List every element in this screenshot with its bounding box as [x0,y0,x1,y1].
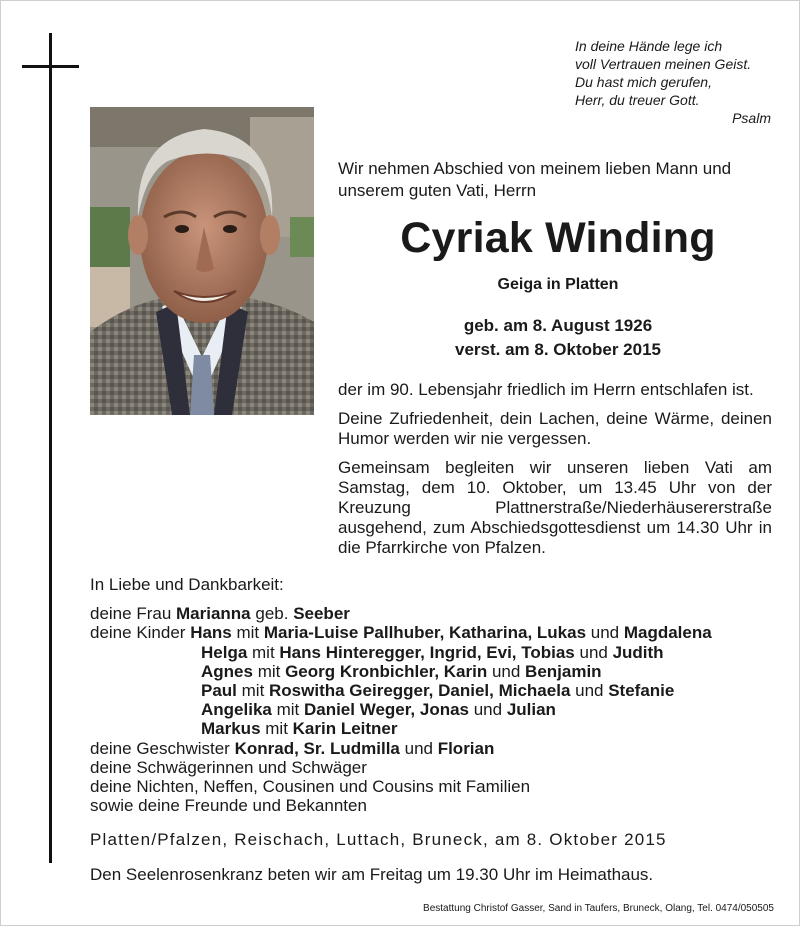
child-family: Magdalena [623,623,712,643]
connector: mit [231,623,264,643]
wife-connector: geb. [250,604,294,624]
connector: und [469,700,507,720]
psalm-quote [575,37,771,127]
death-date: verst. am 8. Oktober 2015 [454,340,661,359]
connector: mit [236,681,270,701]
child-name: Angelika [201,700,272,720]
deceased-place: Geiga in Platten [497,276,619,293]
siblings-names: Konrad, Sr. Ludmilla [234,738,400,758]
connector: mit [252,661,286,681]
connector: und [399,738,438,758]
psalm-line: In deine Hände lege ich [575,38,723,54]
family-wife [90,604,780,623]
child-family: Julian [506,700,556,720]
connector: mit [260,719,293,739]
child-name: Hans [190,623,232,643]
family-child [90,700,780,719]
family-relatives: deine Nichten, Neffen, Cousinen und Cousins mit Familien [90,777,531,797]
psalm-line: Herr, du treuer Gott. [575,92,700,108]
portrait-photo [90,107,314,415]
child-family: Maria-Luise Pallhuber, Katharina, Lukas [263,623,587,643]
cross-vertical-bar [49,33,52,863]
connector: und [574,642,613,662]
place-and-date: Platten/Pfalzen, Reischach, Luttach, Bruneck, am 8. Oktober 2015 [90,830,667,849]
child-name: Markus [201,719,261,739]
family-heading: In Liebe und Dankbarkeit: [90,575,284,594]
psalm-line: voll Vertrauen meinen Geist. [575,56,752,72]
family-child [90,662,780,681]
birth-date: geb. am 8. August 1926 [463,316,653,335]
child-family: Karin Leitner [292,719,398,739]
child-family: Hans Hinteregger, Ingrid, Evi, Tobias [279,642,575,662]
child-name: Agnes [201,661,253,681]
wife-label: deine Frau [90,604,176,624]
family-friends: sowie deine Freunde und Bekannten [90,796,367,816]
family-child [90,643,780,662]
connector: mit [271,700,304,720]
life-dates [338,314,778,362]
siblings-last: Florian [437,738,495,758]
rosary-announcement: Den Seelenrosenkranz beten wir am Freitag um 19.30 Uhr im Heimathaus. [90,865,654,884]
child-family: Judith [612,642,664,662]
child-family: Stefanie [608,681,675,701]
psalm-line: Du hast mich gerufen, [575,74,712,90]
child-family: Daniel Weger, Jonas [303,700,469,720]
deceased-name: Cyriak Winding [400,214,716,262]
wife-name: Marianna [176,604,251,624]
child-name: Helga [201,642,248,662]
body-paragraph: der im 90. Lebensjahr friedlich im Herrn entschlafen ist. [338,380,754,399]
siblings-label: deine Geschwister [90,738,235,758]
child-name: Paul [201,681,237,701]
family-inlaws: deine Schwägerinnen und Schwäger [90,757,367,777]
child-family: Georg Kronbichler, Karin [285,661,488,681]
child-family: Benjamin [525,661,602,681]
family-child [90,681,780,700]
child-family: Roswitha Geiregger, Daniel, Michaela [269,681,571,701]
family-child [90,719,780,738]
children-label: deine Kinder [90,623,191,643]
family-child [90,623,780,642]
connector: und [570,681,609,701]
body-paragraph: Gemeinsam begleiten wir unseren lieben Vati am Samstag, dem 10. Oktober, um 13.45 Uhr von der Kreuzung Plattnerstraße/Niederhäusererstraße ausgehend, zum Abschiedsgottesdienst um 14.30 Uhr in die Pfarrkirche von Pfalzen. [338,458,772,557]
connector: und [487,661,526,681]
intro-text [338,158,778,202]
intro-line: unserem guten Vati, Herrn [338,181,537,200]
cross-horizontal-bar [22,65,79,68]
psalm-source: Psalm [732,110,771,126]
body-paragraph: Deine Zufriedenheit, dein Lachen, deine Wärme, deinen Humor werden wir nie vergessen. [338,409,772,448]
intro-line: Wir nehmen Abschied von meinem lieben Mann und [338,159,732,178]
notice-body [338,380,772,567]
connector: und [586,623,624,643]
undertaker-credit: Bestattung Christof Gasser, Sand in Taufers, Bruneck, Olang, Tel. 0474/050505 [423,903,774,914]
wife-maiden-name: Seeber [293,604,350,624]
family-siblings [90,739,780,758]
connector: mit [247,642,280,662]
family-list [90,575,780,815]
portrait-illustration [90,107,314,415]
